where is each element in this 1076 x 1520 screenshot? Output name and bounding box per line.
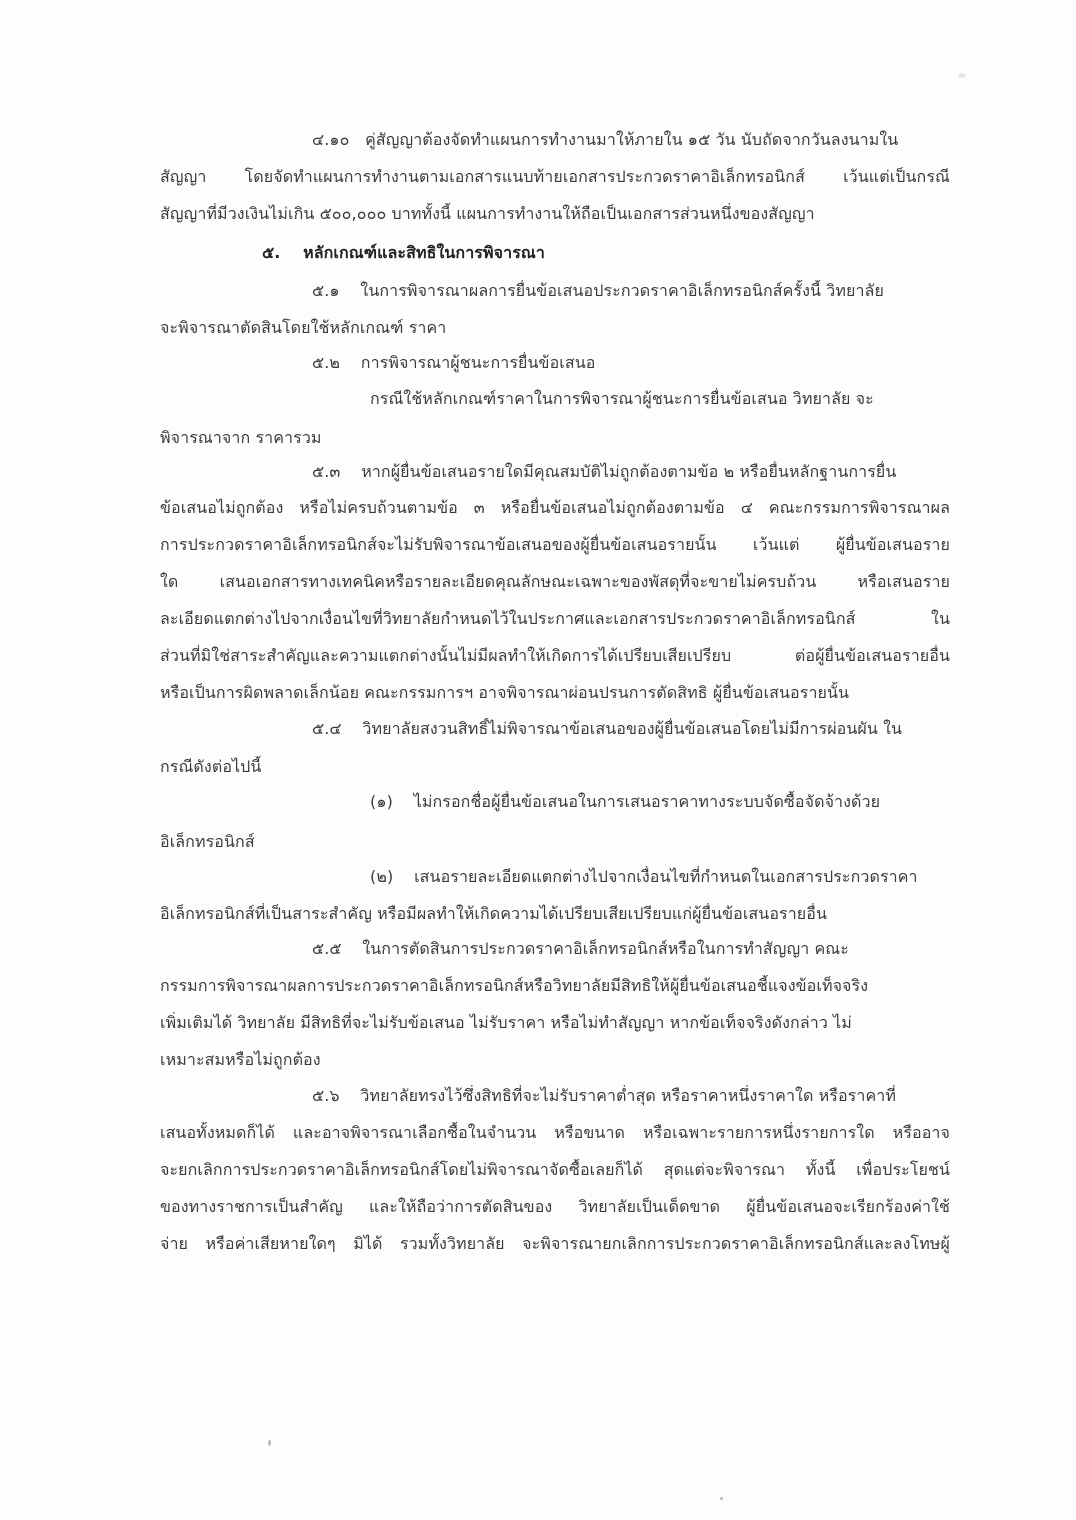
paragraph-text: วิทยาลัยสงวนสิทธิ์ไม่พิจารณาข้อเสนอของผู้ยื่นข้อเสนอโดยไม่มีการผ่อนผัน ใน — [362, 719, 903, 738]
paragraph-text: ในการตัดสินการประกวดราคาอิเล็กทรอนิกส์หรือในการทำสัญญา คณะ — [362, 939, 849, 958]
clause-number: ๕.๓ — [312, 462, 341, 481]
item-number: (๒) — [370, 867, 394, 886]
paragraph-5-5-line-4: เหมาะสมหรือไม่ถูกต้อง — [160, 1050, 321, 1069]
paragraph-5-6-line-4: ของทางราชการเป็นสำคัญ และให้ถือว่าการตัดสินของ วิทยาลัยเป็นเด็ดขาด ผู้ยื่นข้อเสนอจะเรียกร้องค่าใช้ — [160, 1197, 950, 1216]
clause-number: ๕.๒ — [312, 353, 341, 372]
paragraph-5-3-line-3: การประกวดราคาอิเล็กทรอนิกส์จะไม่รับพิจารณาข้อเสนอของผู้ยื่นข้อเสนอรายนั้น เว้นแต่ ผู้ยื่นข้อเสนอราย — [160, 535, 950, 554]
paragraph-5-5-line-3: เพิ่มเติมได้ วิทยาลัย มีสิทธิที่จะไม่รับข้อเสนอ ไม่รับราคา หรือไม่ทำสัญญา หากข้อเท็จจริงดังกล่าว ไม่ — [160, 1013, 852, 1032]
paragraph-text: การพิจารณาผู้ชนะการยื่นข้อเสนอ — [360, 353, 596, 372]
paragraph-5-2-line-3: พิจารณาจาก ราคารวม — [160, 428, 322, 447]
item-text: ไม่กรอกชื่อผู้ยื่นข้อเสนอในการเสนอราคาทางระบบจัดซื้อจัดจ้างด้วย — [413, 792, 881, 811]
paragraph-4-10-line-1 — [312, 129, 940, 151]
paragraph-text: ในการพิจารณาผลการยื่นข้อเสนอประกวดราคาอิเล็กทรอนิกส์ครั้งนี้ วิทยาลัย — [360, 281, 884, 300]
paragraph-5-4-item-1-line-1 — [370, 791, 910, 813]
paragraph-5-6-line-5: จ่าย หรือค่าเสียหายใดๆ มิได้ รวมทั้งวิทยาลัย จะพิจารณายกเลิกการประกวดราคาอิเล็กทรอนิกส์และลงโทษผู้ — [160, 1234, 950, 1253]
item-number: (๑) — [370, 792, 393, 811]
paragraph-5-4-item-2-line-1 — [370, 866, 940, 888]
clause-number: ๕.๔ — [312, 719, 342, 738]
paragraph-5-1-line-1 — [312, 280, 932, 302]
paragraph-5-4-line-1 — [312, 718, 940, 740]
section-number: ๕. — [262, 243, 281, 262]
scan-speck — [720, 1497, 723, 1500]
paragraph-5-4-item-2-line-2: อิเล็กทรอนิกส์ที่เป็นสาระสำคัญ หรือมีผลทำให้เกิดความได้เปรียบเสียเปรียบแก่ผู้ยื่นข้อเสนอรายอื่น — [160, 904, 828, 923]
paragraph-5-6-line-3: จะยกเลิกการประกวดราคาอิเล็กทรอนิกส์โดยไม่พิจารณาจัดซื้อเลยก็ได้ สุดแต่จะพิจารณา ทั้งนี้ เพื่อประโยชน์ — [160, 1160, 950, 1179]
paragraph-5-6-line-1 — [312, 1085, 940, 1107]
paragraph-5-3-line-5: ละเอียดแตกต่างไปจากเงื่อนไขที่วิทยาลัยกำหนดไว้ในประกาศและเอกสารประกวดราคาอิเล็กทรอนิกส์ ใน — [160, 609, 950, 628]
clause-number: ๔.๑๐ — [312, 130, 350, 149]
section-title: หลักเกณฑ์และสิทธิในการพิจารณา — [303, 243, 545, 262]
paragraph-text: หากผู้ยื่นข้อเสนอรายใดมีคุณสมบัติไม่ถูกต้องตามข้อ ๒ หรือยื่นหลักฐานการยื่น — [361, 462, 897, 481]
paragraph-text: วิทยาลัยทรงไว้ซึ่งสิทธิที่จะไม่รับราคาต่ำสุด หรือราคาหนึ่งราคาใด หรือราคาที่ — [360, 1086, 896, 1105]
paragraph-5-1-line-2: จะพิจารณาตัดสินโดยใช้หลักเกณฑ์ ราคา — [160, 318, 447, 337]
paragraph-5-3-line-6: ส่วนที่มิใช่สาระสำคัญและความแตกต่างนั้นไม่มีผลทำให้เกิดการได้เปรียบเสียเปรียบ ต่อผู้ยื่นข้อเสนอรายอื่น — [160, 646, 950, 665]
paragraph-5-4-item-1-line-2: อิเล็กทรอนิกส์ — [160, 832, 255, 851]
item-text: เสนอรายละเอียดแตกต่างไปจากเงื่อนไขที่กำหนดในเอกสารประกวดราคา — [414, 867, 918, 886]
section-heading — [262, 242, 662, 264]
paragraph-text: คู่สัญญาต้องจัดทำแผนการทำงานมาให้ภายใน ๑๕ วัน นับถัดจากวันลงนามใน — [365, 130, 899, 149]
paragraph-5-3-line-1 — [312, 461, 940, 483]
clause-number: ๕.๑ — [312, 281, 340, 300]
paragraph-5-5-line-2: กรรมการพิจารณาผลการประกวดราคาอิเล็กทรอนิกส์หรือวิทยาลัยมีสิทธิให้ผู้ยื่นข้อเสนอชี้แจงข้อเท็จจริง — [160, 976, 869, 995]
clause-number: ๕.๕ — [312, 939, 342, 958]
paragraph-5-5-line-1 — [312, 938, 892, 960]
paragraph-5-3-line-4: ใด เสนอเอกสารทางเทคนิคหรือรายละเอียดคุณลักษณะเฉพาะของพัสดุที่จะขายไม่ครบถ้วน หรือเสนอราย — [160, 572, 950, 591]
paragraph-5-6-line-2: เสนอทั้งหมดก็ได้ และอาจพิจารณาเลือกซื้อในจำนวน หรือขนาด หรือเฉพาะรายการหนึ่งรายการใด หรืออาจ — [160, 1123, 950, 1142]
paragraph-4-10-line-3: สัญญาที่มีวงเงินไม่เกิน ๕๐๐,๐๐๐ บาททั้งนี้ แผนการทำงานให้ถือเป็นเอกสารส่วนหนึ่งของสัญญา — [160, 204, 815, 223]
paragraph-5-3-line-2: ข้อเสนอไม่ถูกต้อง หรือไม่ครบถ้วนตามข้อ ๓ หรือยื่นข้อเสนอไม่ถูกต้องตามข้อ ๔ คณะกรรมการพิจารณาผล — [160, 498, 950, 517]
scan-speck — [268, 1440, 271, 1446]
paragraph-5-4-line-2: กรณีดังต่อไปนี้ — [160, 757, 262, 776]
clause-number: ๕.๖ — [312, 1086, 340, 1105]
paragraph-5-3-line-7: หรือเป็นการผิดพลาดเล็กน้อย คณะกรรมการฯ อาจพิจารณาผ่อนปรนการตัดสิทธิ ผู้ยื่นข้อเสนอรายนั้น — [160, 683, 850, 702]
paragraph-5-2-line-1 — [312, 352, 712, 374]
paragraph-4-10-line-2: สัญญา โดยจัดทำแผนการทำงานตามเอกสารแนบท้ายเอกสารประกวดราคาอิเล็กทรอนิกส์ เว้นแต่เป็นกรณี — [160, 167, 950, 186]
paragraph-5-2-line-2: กรณีใช้หลักเกณฑ์ราคาในการพิจารณาผู้ชนะการยื่นข้อเสนอ วิทยาลัย จะ — [370, 389, 874, 408]
scan-speck — [958, 73, 966, 78]
